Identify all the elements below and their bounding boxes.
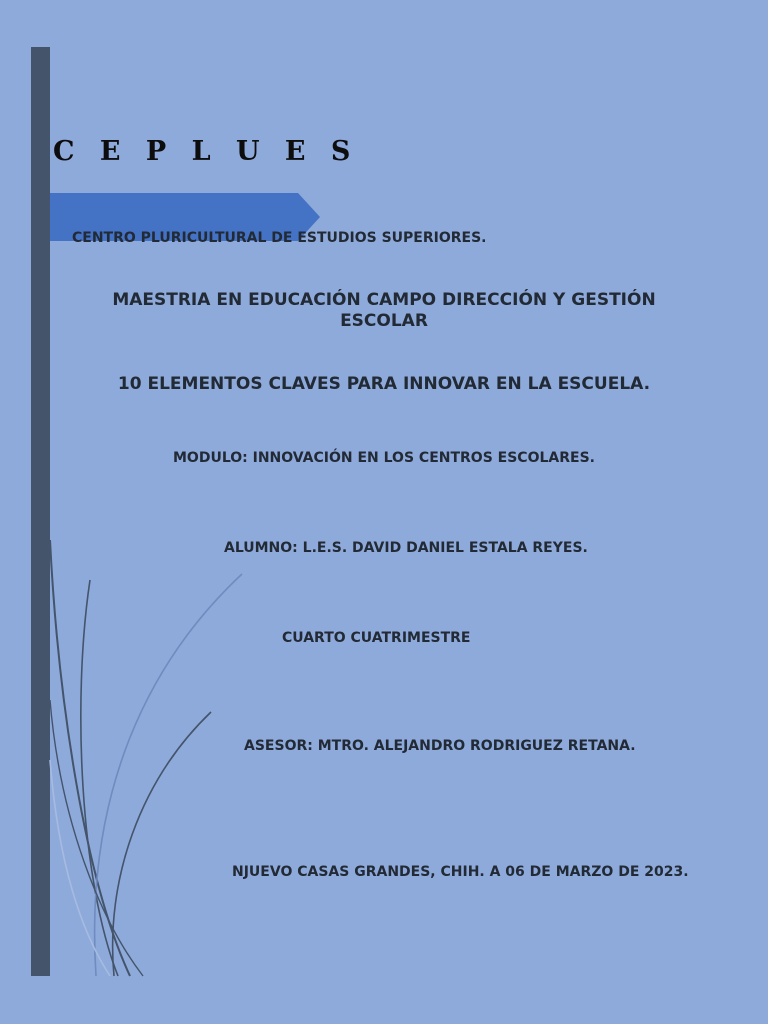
place-and-date: NJUEVO CASAS GRANDES, CHIH. A 06 DE MARZO DE 2023. [232, 864, 689, 880]
program-title: MAESTRIA EN EDUCACIÓN CAMPO DIRECCIÓN Y GESTIÓN ESCOLAR [112, 290, 656, 331]
advisor-name: ASESOR: MTRO. ALEJANDRO RODRIGUEZ RETANA. [244, 738, 636, 754]
org-acronym: C E P L U E S [53, 136, 359, 167]
module-name: MODULO: INNOVACIÓN EN LOS CENTROS ESCOLARES. [173, 450, 595, 466]
student-name: ALUMNO: L.E.S. DAVID DANIEL ESTALA REYES. [224, 540, 588, 556]
term-label: CUARTO CUATRIMESTRE [282, 630, 471, 646]
document-title: 10 ELEMENTOS CLAVES PARA INNOVAR EN LA ESCUELA. [117, 374, 651, 394]
org-name: CENTRO PLURICULTURAL DE ESTUDIOS SUPERIORES. [72, 230, 487, 246]
